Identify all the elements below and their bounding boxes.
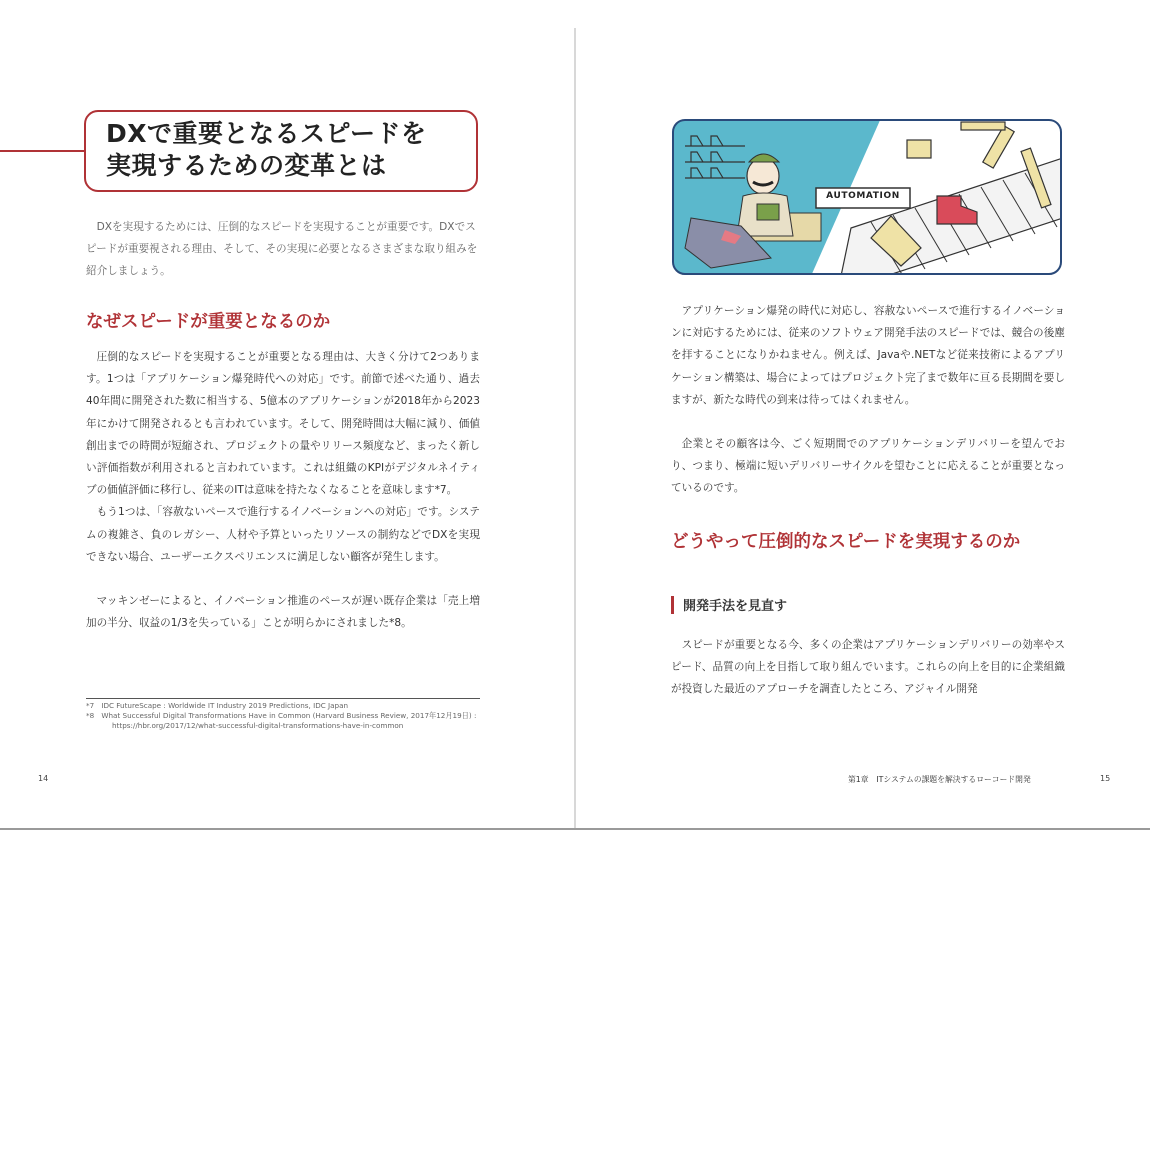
- footnote-rule: [86, 698, 480, 699]
- subheading-text: 開発手法を見直す: [683, 599, 788, 614]
- right-body-text: [671, 300, 1065, 500]
- title-accent-line: [0, 150, 88, 152]
- automation-illustration: [671, 118, 1063, 276]
- chapter-title: [106, 118, 466, 182]
- automation-label: AUTOMATION: [826, 191, 900, 201]
- body-paragraph: 圧倒的なスピードを実現することが重要となる理由は、大きく分けて2つあります。1つは「アプリケーション爆発時代への対応」です。前節で述べた通り、過去40年間に開発された数に相当する、5億本のアプリケーションが2018年から2023年にかけて開発されるとも言われています。そして、開発時間は大幅に減り、価値創出までの時間が短縮され、プロジェクトの量やリリース頻度など、まったく新しい評価指数が利用されると言われています。これは組織のKPIがデジタルネイティブの価値評価に移行し、従来のITは意味を持たなくなることを意味します*7。: [86, 351, 480, 497]
- page-number-left: 14: [38, 774, 49, 783]
- body-paragraph: スピードが重要となる今、多くの企業はアプリケーションデリバリーの効率やスピード、品質の向上を目指して取り組んでいます。これらの向上を目的に企業組織が投資した最近のアプローチを調査したところ、アジャイル開発: [671, 639, 1065, 696]
- subheading-bar: [671, 596, 674, 614]
- body-paragraph: マッキンゼーによると、イノベーション推進のペースが遅い既存企業は「売上増加の半分、収益の1/3を失っている」ことが明らかにされました*8。: [86, 595, 480, 630]
- footnote: *8 What Successful Digital Transformations Have in Common (Harvard Business Review, 2017年12月19日) : https://hbr.org/2017/12/what-successful-digital-transformations-have-in-common: [86, 711, 477, 730]
- right-final-text: [671, 634, 1065, 701]
- section-heading-why-speed: なぜスピードが重要となるのか: [86, 312, 331, 332]
- running-head: 第1章 ITシステムの課題を解決するローコード開発: [848, 775, 1031, 784]
- title-line-1: DXで重要となるスピードを: [106, 119, 427, 148]
- body-paragraph: 企業とその顧客は今、ごく短期間でのアプリケーションデリバリーを望んでおり、つまり、極端に短いデリバリーサイクルを望むことに応えることが重要となっているのです。: [671, 438, 1065, 495]
- body-paragraph: アプリケーション爆発の時代に対応し、容赦ないペースで進行するイノベーションに対応するためには、従来のソフトウェア開発手法のスピードでは、競合の後塵を拝することになりかねません。例えば、Javaや.NETなど従来技術によるアプリケーション構築は、場合によってはプロジェクト完了まで数年に亘る長期間を要しますが、新たな時代の到来は待ってはくれません。: [671, 305, 1065, 406]
- title-line-2: 実現するための変革とは: [106, 151, 387, 180]
- lead-paragraph: DXを実現するためには、圧倒的なスピードを実現することが重要です。DXでスピードが重要視される理由、そして、その実現に必要となるさまざまな取り組みを紹介しましょう。: [86, 221, 478, 277]
- footnote: *7 IDC FutureScape : Worldwide IT Industry 2019 Predictions, IDC Japan: [86, 701, 349, 710]
- footnotes: [86, 701, 482, 731]
- spread-bottom-edge: [0, 828, 1150, 830]
- section-heading-how-speed: どうやって圧倒的なスピードを実現するのか: [671, 532, 1021, 552]
- left-body-text: [86, 346, 480, 634]
- body-paragraph: もう1つは、「容赦ないペースで進行するイノベーションへの対応」です。システムの複雑さ、負のレガシー、人材や予算といったリソースの制約などでDXを実現できない場合、ユーザーエクスペリエンスに満足しない顧客が発生します。: [86, 506, 480, 563]
- page-gutter: [574, 28, 576, 828]
- page-number-right: 15: [1100, 774, 1111, 783]
